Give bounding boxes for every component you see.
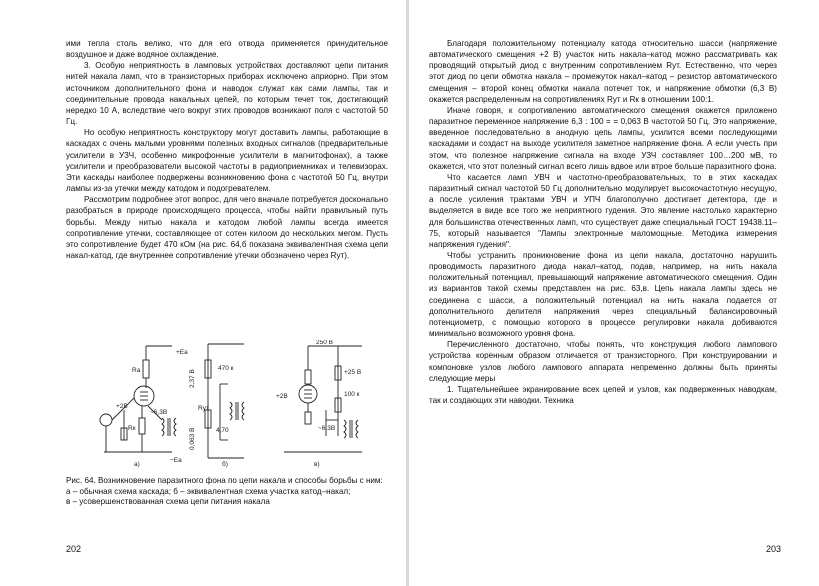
paragraph: 1. Тщательнейшее экранирование всех цепей и узлов, как подверженных наводкам, так и создающих эти наводки. Техника	[429, 384, 777, 405]
caption-item: в – усовершенствованная схема цепи питания накала	[66, 497, 270, 507]
fig-label-v250: 250 В	[316, 340, 333, 346]
fig-label-rk: Rк	[128, 425, 136, 432]
paragraph: Но особую неприятность конструктору могут доставить лампы, работающие в каскадах с очень малыми уровнями полезных входных сигналов (предварительные усилители в УЗЧ, особенно микрофонные усилители в магнитофонах), а также усилители и преобразователи высокой частоты в радиоприемниках и телевизорах. Эти каскады наиболее подвержены возникновению фона с частотой 50 Гц, внутри лампы из-за утечки между катодом и подогревателем.	[66, 128, 388, 194]
fig-label-v2371: 2,37 В	[189, 369, 196, 388]
paragraph: Перечисленного достаточно, чтобы понять, что конструкция любого лампового устройства коренным образом отличается от транзисторного. При конструировании и компоновке узлов любого лампового аппарата непременно должны быть приняты следующие меры	[429, 340, 777, 383]
caption-item: а – обычная схема каскада; б – эквивалентная схема участка катод–накал;	[66, 486, 351, 496]
paragraph: Иначе говоря, к сопротивлению автоматического смещения окажется приложено паразитное переменное напряжение 6,3 : 100 = = 0,063 В частотой 50 Гц. Это напряжение, введенное последовательно в анодную цепь лампы, усилится всеми последующими каскадами и создаст на выходе усилителя заметное напряжение фона. А если учесть при этом, что полезное напряжение сигнала на входе УЗЧ составляет 100…200 мВ, то окажется, что этот полезный сигнал всего лишь вдвое или втрое больше паразитного фона.	[429, 105, 777, 171]
fig-label-r470k: 470 к	[218, 365, 234, 372]
fig-label-ea-neg: −Eа	[170, 457, 182, 464]
paragraph: ими тепла столь велико, что для его отвода применяется принудительное воздушное и даже водяное охлаждение.	[66, 39, 388, 60]
figure-64-schematics	[94, 340, 384, 470]
fig-label-c: в)	[314, 461, 320, 468]
paragraph: Благодаря положительному потенциалу катода относительно шасси (напряжение автоматического смещения +2 В) участок нить накала–катод можно рассматривать как проводящий открытый диод с внутренним сопротивлением Rут. Естественно, что через этот диод по цепи обмотка накала – промежуток накал–катод – резистор автоматического смещения – второй конец обмотки накала потечет ток, и напряжение обмотки (6,3 В) окажется распределенным на сопротивлениях Rут и Rк в отношении 100:1.	[429, 39, 777, 104]
fig-label-rut: Rут	[198, 405, 209, 412]
fig-label-v25: +25 В	[344, 369, 362, 376]
paragraph: 3. Особую неприятность в ламповых устройствах доставляют цепи питания нитей накала ламп, что в транзисторных приборах исключено априорно. При этом источником дополнительного фона и наводок служат как сами лампы, так и соединительные провода накальных цепей, по которым течет ток, достигающий нередко 10 А, вследствие чего вокруг этих проводов возникают поля с частотой 50 Гц.	[66, 61, 388, 127]
fig-label-v63: ~6,3В	[150, 409, 168, 416]
fig-label-v0063: 0,063 В	[189, 427, 196, 450]
fig-label-ra: Rа	[132, 367, 141, 374]
fig-label-r4: 4,70	[216, 427, 229, 434]
page-number: 202	[66, 544, 82, 554]
caption-title: Рис. 64. Возникновение паразитного фона по цепи накала и способы борьбы с ним:	[66, 476, 383, 485]
right-page	[409, 0, 819, 586]
fig-label-b: б)	[222, 461, 228, 468]
left-text-top	[66, 38, 388, 261]
figure-caption	[66, 476, 388, 508]
fig-label-a: а)	[134, 461, 140, 468]
left-page	[0, 0, 408, 586]
right-text	[429, 38, 777, 406]
page-number: 203	[766, 544, 782, 554]
fig-label-r100k: 100 к	[344, 391, 360, 398]
fig-label-plus2: +2В	[116, 403, 128, 410]
paragraph: Что касается ламп УВЧ и частотно-преобразовательных, то в этих каскадах паразитный сигнал частотой 50 Гц дополнительно модулирует высокочастотную несущую, а после усиления трактами УВЧ и УПЧ благополучно достигает детектора, где и выделяется в виде все того же неприятного гудения. Это явление настолько характерно для большинства отечественных ламп, что существует даже специальный ГОСТ 19438.11–75, который называется "Лампы электронные маломощные. Методика измерения напряжения гудения".	[429, 172, 777, 249]
fig-label-v63c: ~6,3В	[318, 425, 336, 432]
paragraph: Чтобы устранить проникновение фона из цепи накала, достаточно нарушить проводимость паразитного диода накал–катод, подав, например, на нить накала положительный потенциал, превышающий напряжение автоматического смещения. Один из вариантов такой схемы представлен на рис. 63,в. Цепь накала лампы здесь не соединена с шасси, а положительный потенциал на нить накала подается от дополнительного делителя напряжения через специальный балансировочный потенциометр, с помощью которого в процессе регулировки накала добиваются минимально возможного уровня фона.	[429, 250, 777, 339]
fig-label-ea: +Eа	[176, 349, 188, 356]
fig-label-plus28: +2В	[276, 393, 288, 400]
paragraph: Рассмотрим подробнее этот вопрос, для чего вначале потребуется досконально разобраться в природе происходящего процесса, чтобы найти правильный путь борьбы. Между нитью накала и катодом любой лампы всегда имеется сопротивление утечки, составляющее от сотен килоом до нескольких мегом. Пусть это сопротивление будет 470 кОм (на рис. 64,б показана эквивалентная схема цепи накал-катод, где внутреннее сопротивление утечки обозначено через Rут).	[66, 195, 388, 260]
